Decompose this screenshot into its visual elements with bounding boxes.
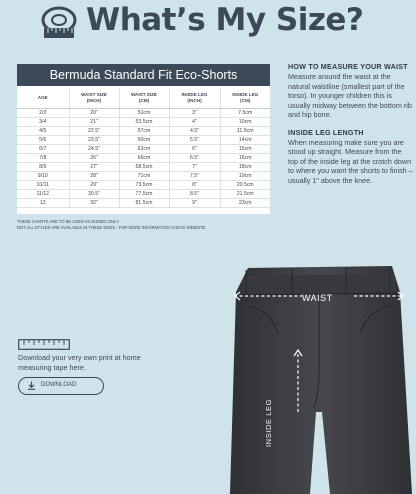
download-button[interactable]: [18, 377, 104, 395]
table-row: [17, 162, 270, 171]
table-cell: 18cm: [220, 162, 270, 171]
table-row: [17, 198, 270, 207]
table-cell: 11.5cm: [220, 126, 270, 135]
table-cell: 73.5cm: [119, 180, 169, 189]
table-cell: 23cm: [220, 198, 270, 207]
waist-label: WAIST: [302, 293, 333, 303]
table-cell: 7": [169, 162, 220, 171]
table-cell: 7.5": [169, 171, 220, 180]
table-cell: 32": [69, 198, 119, 207]
header: [0, 0, 416, 48]
table-cell: 8/9: [17, 162, 69, 171]
column-header: INSIDE LEG (CM): [220, 88, 270, 108]
table-cell: 6": [169, 144, 220, 153]
column-header: AGE: [17, 88, 69, 108]
download-icon: [27, 381, 36, 390]
table-row: [17, 144, 270, 153]
table-title: Bermuda Standard Fit Eco-Shorts: [17, 64, 270, 86]
table-row: [17, 117, 270, 126]
measuring-instructions: [288, 62, 413, 185]
waist-heading: HOW TO MEASURE YOUR WAIST: [288, 62, 408, 71]
table-cell: 62cm: [119, 144, 169, 153]
table-cell: 57cm: [119, 126, 169, 135]
table-cell: 11/12: [17, 189, 69, 198]
table-cell: 23.5": [69, 135, 119, 144]
table-cell: 8": [169, 180, 220, 189]
table-cell: 15cm: [220, 144, 270, 153]
table-cell: 8.5": [169, 189, 220, 198]
table-cell: 10/11: [17, 180, 69, 189]
table-cell: 14cm: [220, 135, 270, 144]
column-header: WAIST SIZE (INCH): [69, 88, 119, 108]
size-chart: [17, 64, 270, 214]
column-header: WAIST SIZE (CM): [119, 88, 169, 108]
table-cell: 21.5cm: [220, 189, 270, 198]
table-cell: 19cm: [220, 171, 270, 180]
leg-instructions: When measuring make sure you are stood up straight. Measure from the top of the inside leg at the crotch down to where you want the shorts to finish – usually 1" above the knee.: [288, 137, 413, 185]
table-cell: 9/10: [17, 171, 69, 180]
table-cell: 16cm: [220, 153, 270, 162]
table-cell: 24.5": [69, 144, 119, 153]
table-cell: 7.5cm: [220, 108, 270, 117]
table-row: [17, 189, 270, 198]
table-cell: 9": [169, 198, 220, 207]
size-table: [17, 88, 270, 208]
table-cell: 66cm: [119, 153, 169, 162]
table-cell: 4.5": [169, 126, 220, 135]
table-row: [17, 135, 270, 144]
table-cell: 77.5cm: [119, 189, 169, 198]
table-cell: 60cm: [119, 135, 169, 144]
table-row: [17, 171, 270, 180]
table-cell: 28": [69, 171, 119, 180]
table-cell: 3/4: [17, 117, 69, 126]
column-header: INSIDE LEG (INCH): [169, 88, 220, 108]
footnote-line-2: NOT ALL STYLES ARE AVAILABLE IN THESE SIZES - FOR MORE INFORMATION CHECK WEBSITE.: [17, 224, 207, 230]
table-cell: 27": [69, 162, 119, 171]
download-button-label: DOWNLOAD: [41, 382, 77, 388]
waist-instructions: Measure around the waist at the natural waistline (smallest part of the torso). In younger children this is usually midway between the bottom rib and hip bone.: [288, 72, 412, 119]
table-cell: 51cm: [119, 108, 169, 117]
table-row: [17, 180, 270, 189]
table-row: [17, 153, 270, 162]
footnote-line-1: THESE CHARTS ARE TO BE USED AS GUIDES ONLY.: [17, 219, 120, 224]
table-row: [17, 126, 270, 135]
table-cell: 81.5cm: [119, 198, 169, 207]
table-cell: 20.5cm: [220, 180, 270, 189]
table-cell: 71cm: [119, 171, 169, 180]
table-cell: 53.5cm: [119, 117, 169, 126]
table-footnote: [17, 219, 277, 230]
table-cell: 13: [17, 198, 69, 207]
table-cell: 2/3: [17, 108, 69, 117]
table-cell: 26": [69, 153, 119, 162]
table-cell: 3": [169, 108, 220, 117]
table-cell: 4/5: [17, 126, 69, 135]
table-cell: 68.5cm: [119, 162, 169, 171]
table-cell: 22.5": [69, 126, 119, 135]
table-cell: 6/7: [17, 144, 69, 153]
table-body: [17, 108, 270, 207]
inside-leg-label: INSIDE LEG: [264, 398, 273, 447]
table-cell: 10cm: [220, 117, 270, 126]
table-cell: 6.5": [169, 153, 220, 162]
table-cell: 4": [169, 117, 220, 126]
measuring-tape-icon: [40, 6, 78, 42]
table-cell: 5/6: [17, 135, 69, 144]
leg-heading: INSIDE LEG LENGTH: [288, 127, 364, 137]
table-cell: 7/8: [17, 153, 69, 162]
ruler-icon: [18, 339, 70, 350]
table-cell: 5.5": [169, 135, 220, 144]
table-header-row: [17, 88, 270, 108]
table-cell: 20": [69, 108, 119, 117]
page-title: What’s My Size?: [86, 2, 364, 38]
download-text: Download your very own print at home measuring tape here.: [18, 353, 141, 372]
table-cell: 21": [69, 117, 119, 126]
table-cell: 30.5": [69, 189, 119, 198]
table-cell: 29": [69, 180, 119, 189]
table-row: [17, 108, 270, 117]
